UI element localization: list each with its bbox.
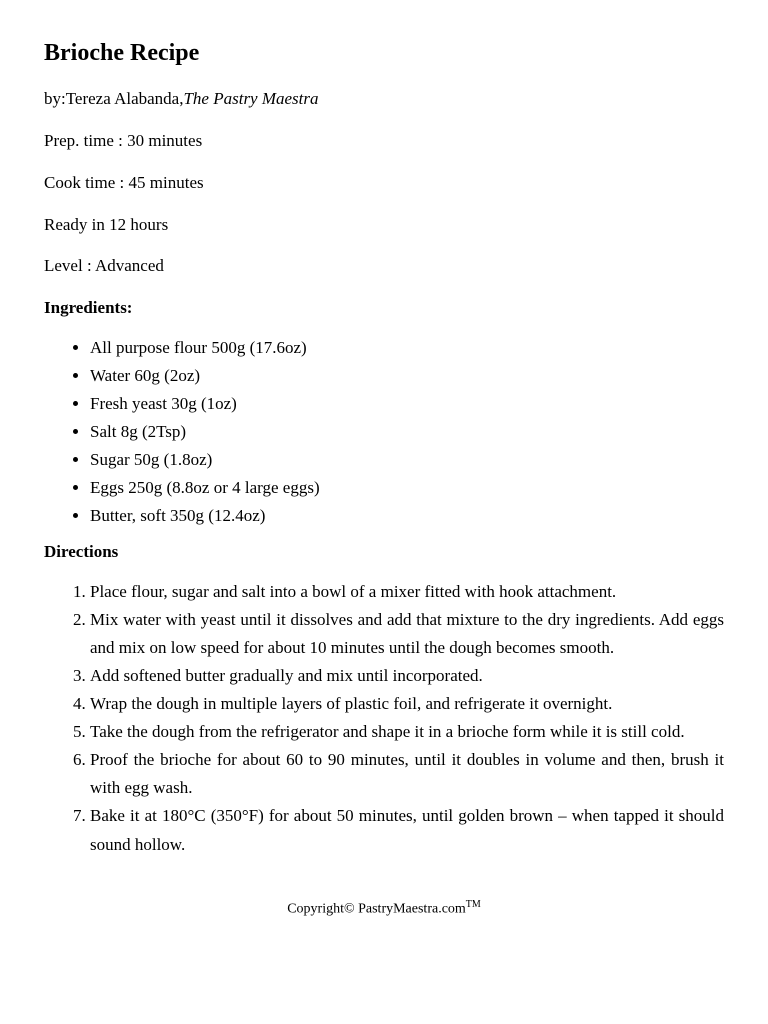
- ingredients-heading: Ingredients:: [44, 298, 133, 318]
- difficulty-level: Level : Advanced: [44, 256, 164, 276]
- author-name: by:Tereza Alabanda,: [44, 89, 184, 109]
- direction-step: 4. Wrap the dough in multiple layers of plastic foil, and refrigerate it overnight.: [90, 690, 724, 718]
- ingredient-item: • Sugar 50g (1.8oz): [90, 446, 724, 474]
- ingredients-list: [44, 334, 724, 530]
- direction-step: 6. Proof the brioche for about 60 to 90 minutes, until it doubles in volume and then, brush it with egg wash.: [90, 746, 724, 802]
- direction-step: 1. Place flour, sugar and salt into a bowl of a mixer fitted with hook attachment.: [90, 578, 724, 606]
- direction-step: 5. Take the dough from the refrigerator and shape it in a brioche form while it is still cold.: [90, 718, 724, 746]
- directions-heading: Directions: [44, 542, 119, 562]
- direction-step: 3. Add softened butter gradually and mix until incorporated.: [90, 662, 724, 690]
- direction-step: 2. Mix water with yeast until it dissolves and add that mixture to the dry ingredients. Add eggs and mix on low speed for about 10 minutes until the dough becomes smooth.: [90, 606, 724, 662]
- prep-time: Prep. time : 30 minutes: [44, 130, 203, 150]
- trademark-mark: TM: [465, 898, 481, 910]
- direction-step: 7. Bake it at 180°C (350°F) for about 50 minutes, until golden brown – when tapped it should sound hollow.: [90, 802, 724, 858]
- ingredient-item: • Eggs 250g (8.8oz or 4 large eggs): [90, 474, 724, 502]
- ingredient-item: • Salt 8g (2Tsp): [90, 418, 724, 446]
- ready-time: Ready in 12 hours: [44, 214, 169, 234]
- directions-list: [44, 578, 724, 858]
- byline: [44, 87, 724, 111]
- ingredient-item: • Fresh yeast 30g (1oz): [90, 390, 724, 418]
- ingredient-item: • Butter, soft 350g (12.4oz): [90, 502, 724, 530]
- ingredient-item: • Water 60g (2oz): [90, 362, 724, 390]
- ingredient-item: • All purpose flour 500g (17.6oz): [90, 334, 724, 362]
- copyright-text: Copyright© PastryMaestra.com: [287, 901, 466, 917]
- recipe-title: Brioche Recipe: [44, 40, 200, 66]
- cook-time: Cook time : 45 minutes: [44, 172, 204, 192]
- author-brand: The Pastry Maestra: [183, 89, 319, 109]
- copyright-footer: [44, 899, 724, 918]
